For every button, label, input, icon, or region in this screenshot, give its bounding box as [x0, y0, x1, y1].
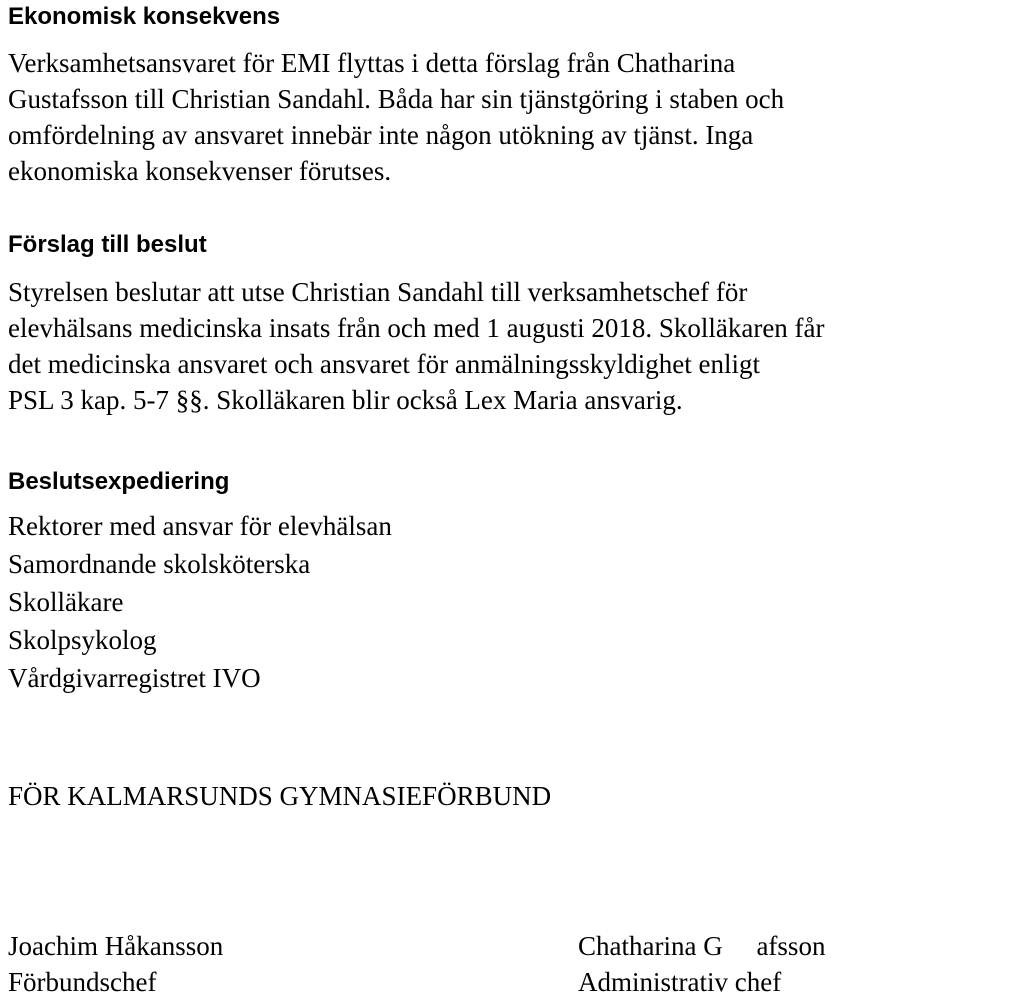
list-item: Skolpsykolog	[8, 625, 157, 655]
paragraph-line: elevhälsans medicinska insats från och med 1 augusti 2018. Skolläkaren får	[8, 313, 825, 343]
list-item: Vårdgivarregistret IVO	[8, 663, 261, 693]
signatory-name: Joachim Håkansson	[8, 931, 224, 961]
paragraph-line: det medicinska ansvaret och ansvaret för anmälningsskyldighet enligt	[8, 349, 761, 379]
signatory-title: Administrativ chef	[578, 967, 782, 997]
list-item: Skolläkare	[8, 587, 124, 617]
list-item: Rektorer med ansvar för elevhälsan	[8, 511, 392, 541]
paragraph-line: omfördelning av ansvaret innebär inte någon utökning av tjänst. Inga	[8, 120, 754, 150]
economic-consequence-paragraph	[8, 45, 1018, 189]
list-item: Samordnande skolsköterska	[8, 549, 311, 579]
proposal-paragraph	[8, 274, 1018, 418]
dispatch-recipient-list	[8, 507, 392, 697]
signature-block-right	[578, 928, 825, 1000]
paragraph-line: Verksamhetsansvaret för EMI flyttas i detta förslag från Chatharina	[8, 48, 736, 78]
section-heading-economic-consequence: Ekonomisk konsekvens	[8, 3, 281, 30]
signatory-name: Chatharina G afsson	[578, 931, 826, 961]
paragraph-line: Gustafsson till Christian Sandahl. Båda har sin tjänstgöring i staben och	[8, 84, 785, 114]
section-heading-proposal: Förslag till beslut	[8, 231, 207, 258]
signatory-title: Förbundschef	[8, 967, 157, 997]
paragraph-line: PSL 3 kap. 5-7 §§. Skolläkaren blir också Lex Maria ansvarig.	[8, 385, 683, 415]
section-heading-dispatch: Beslutsexpediering	[8, 468, 230, 495]
document-page	[8, 0, 1018, 1000]
organization-line: FÖR KALMARSUNDS GYMNASIEFÖRBUND	[8, 781, 552, 811]
paragraph-line: ekonomiska konsekvenser förutses.	[8, 156, 392, 186]
signature-block-left	[8, 928, 223, 1000]
paragraph-line: Styrelsen beslutar att utse Christian Sandahl till verksamhetschef för	[8, 277, 748, 307]
